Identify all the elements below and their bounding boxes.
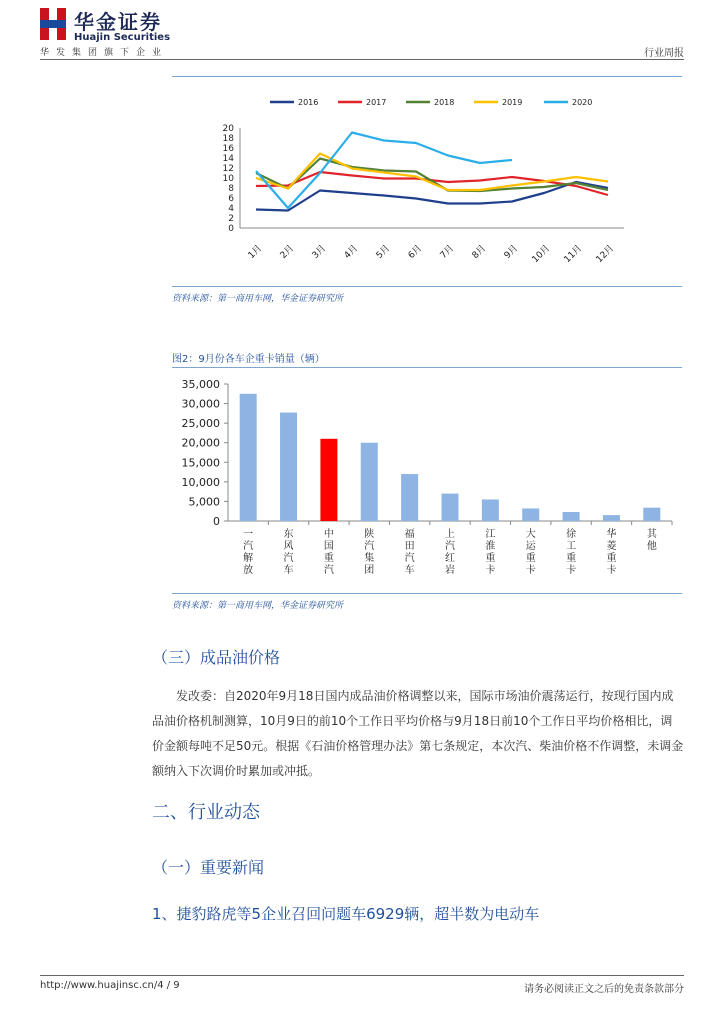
x-tick-label: 大运重卡 xyxy=(525,529,536,576)
x-tick-label: 1月 xyxy=(246,243,265,262)
important-news-subheading: （一）重要新闻 xyxy=(152,858,265,877)
y-tick-label: 10,000 xyxy=(181,475,220,489)
bar-江淮重卡 xyxy=(482,499,499,521)
x-tick-label: 10月 xyxy=(530,243,553,266)
bar-陕汽集团 xyxy=(361,443,378,521)
news-item-1: 1、捷豹路虎等5企业召回问题车6929辆，超半数为电动车 xyxy=(152,905,540,923)
legend-label-2020: 2020 xyxy=(572,98,593,107)
bar-大运重卡 xyxy=(522,508,539,521)
y-tick-label: 35,000 xyxy=(181,378,220,391)
x-tick-label: 其他 xyxy=(646,529,657,552)
header-divider xyxy=(40,59,684,60)
legend-label-2018: 2018 xyxy=(434,98,455,107)
x-tick-label: 中国重汽 xyxy=(323,529,334,576)
monthly-line-chart xyxy=(172,82,682,282)
chart2-top-rule xyxy=(172,367,682,368)
x-tick-label: 2月 xyxy=(278,243,297,262)
oil-price-heading: （三）成品油价格 xyxy=(152,648,281,667)
x-tick-label: 8月 xyxy=(470,243,489,262)
y-tick-label: 15,000 xyxy=(181,456,220,470)
bar-其他 xyxy=(643,508,660,521)
industry-news-heading: 二、行业动态 xyxy=(152,802,260,823)
x-tick-label: 福田汽车 xyxy=(404,529,415,576)
chart2-source: 资料来源：第一商用车网，华金证券研究所 xyxy=(172,601,344,611)
x-tick-label: 上汽红岩 xyxy=(445,529,455,576)
bar-福田汽车 xyxy=(401,474,418,521)
bar-东风汽车 xyxy=(280,413,297,521)
x-tick-label: 徐工重卡 xyxy=(566,529,577,576)
x-tick-label: 3月 xyxy=(310,243,329,262)
header-slogan: 华发集团旗下企业 xyxy=(40,48,169,58)
y-tick-label: 14 xyxy=(222,154,234,164)
legend-label-2019: 2019 xyxy=(502,98,523,107)
x-tick-label: 一汽解放 xyxy=(243,529,254,576)
y-tick-label: 20,000 xyxy=(181,436,220,450)
y-tick-label: 10 xyxy=(222,174,234,184)
bar-华菱重卡 xyxy=(603,515,620,521)
logo-chinese-name: 华金证券 xyxy=(74,10,162,34)
x-tick-label: 12月 xyxy=(594,243,617,266)
y-tick-label: 2 xyxy=(228,214,234,224)
chart1-top-rule xyxy=(172,76,682,77)
footer-disclaimer: 请务必阅读正文之后的免责条款部分 xyxy=(524,984,684,995)
y-tick-label: 30,000 xyxy=(181,397,220,411)
logo-english-name: Huajin Securities xyxy=(74,32,171,43)
x-tick-label: 6月 xyxy=(406,243,425,262)
bar-上汽红岩 xyxy=(442,494,459,521)
bar-徐工重卡 xyxy=(563,512,580,521)
y-tick-label: 8 xyxy=(228,184,234,194)
x-tick-label: 江淮重卡 xyxy=(485,529,496,576)
y-tick-label: 12 xyxy=(222,164,234,174)
footer-url-page: http://www.huajinsc.cn/4 / 9 xyxy=(40,980,180,991)
footer-divider xyxy=(40,975,684,976)
oil-price-paragraph: 发改委：自2020年9月18日国内成品油价格调整以来，国际市场油价震荡运行，按现行国内成品油价格机制测算，10月9日的前10个工作日平均价格与9月18日前10个工作日平均价格相比，调价金额每吨不足50元。根据《石油价格管理办法》第七条规定，本次汽、柴油价格不作调整，未调金额纳入下次调价时累加或冲抵。 xyxy=(152,689,684,778)
y-tick-label: 0 xyxy=(213,515,220,528)
legend-label-2017: 2017 xyxy=(366,98,387,107)
x-tick-label: 陕汽集团 xyxy=(364,529,375,576)
y-tick-label: 5,000 xyxy=(188,495,220,509)
x-tick-label: 11月 xyxy=(562,243,585,266)
x-tick-label: 东风汽车 xyxy=(283,529,294,576)
y-tick-label: 18 xyxy=(222,134,234,144)
bar-中国重汽 xyxy=(320,439,337,521)
chart2-caption: 图2：9月份各车企重卡销量（辆） xyxy=(172,354,325,365)
y-tick-label: 25,000 xyxy=(181,417,220,431)
chart2-bottom-rule xyxy=(172,593,682,594)
y-tick-label: 4 xyxy=(228,204,234,214)
y-tick-label: 20 xyxy=(222,124,234,134)
y-tick-label: 16 xyxy=(222,144,234,154)
logo-icon xyxy=(40,8,66,40)
x-tick-label: 4月 xyxy=(342,243,361,262)
chart1-source: 资料来源：第一商用车网，华金证券研究所 xyxy=(172,294,344,304)
bar-一汽解放 xyxy=(240,394,257,521)
x-tick-label: 华菱重卡 xyxy=(606,529,617,576)
x-tick-label: 9月 xyxy=(502,243,521,262)
report-type: 行业周报 xyxy=(644,48,684,59)
legend-label-2016: 2016 xyxy=(298,98,319,107)
y-tick-label: 0 xyxy=(228,224,234,234)
x-tick-label: 7月 xyxy=(438,243,457,262)
chart1-bottom-rule xyxy=(172,286,682,287)
y-tick-label: 6 xyxy=(228,194,234,204)
truck-sales-bar-chart xyxy=(172,372,682,590)
x-tick-label: 5月 xyxy=(374,243,393,262)
